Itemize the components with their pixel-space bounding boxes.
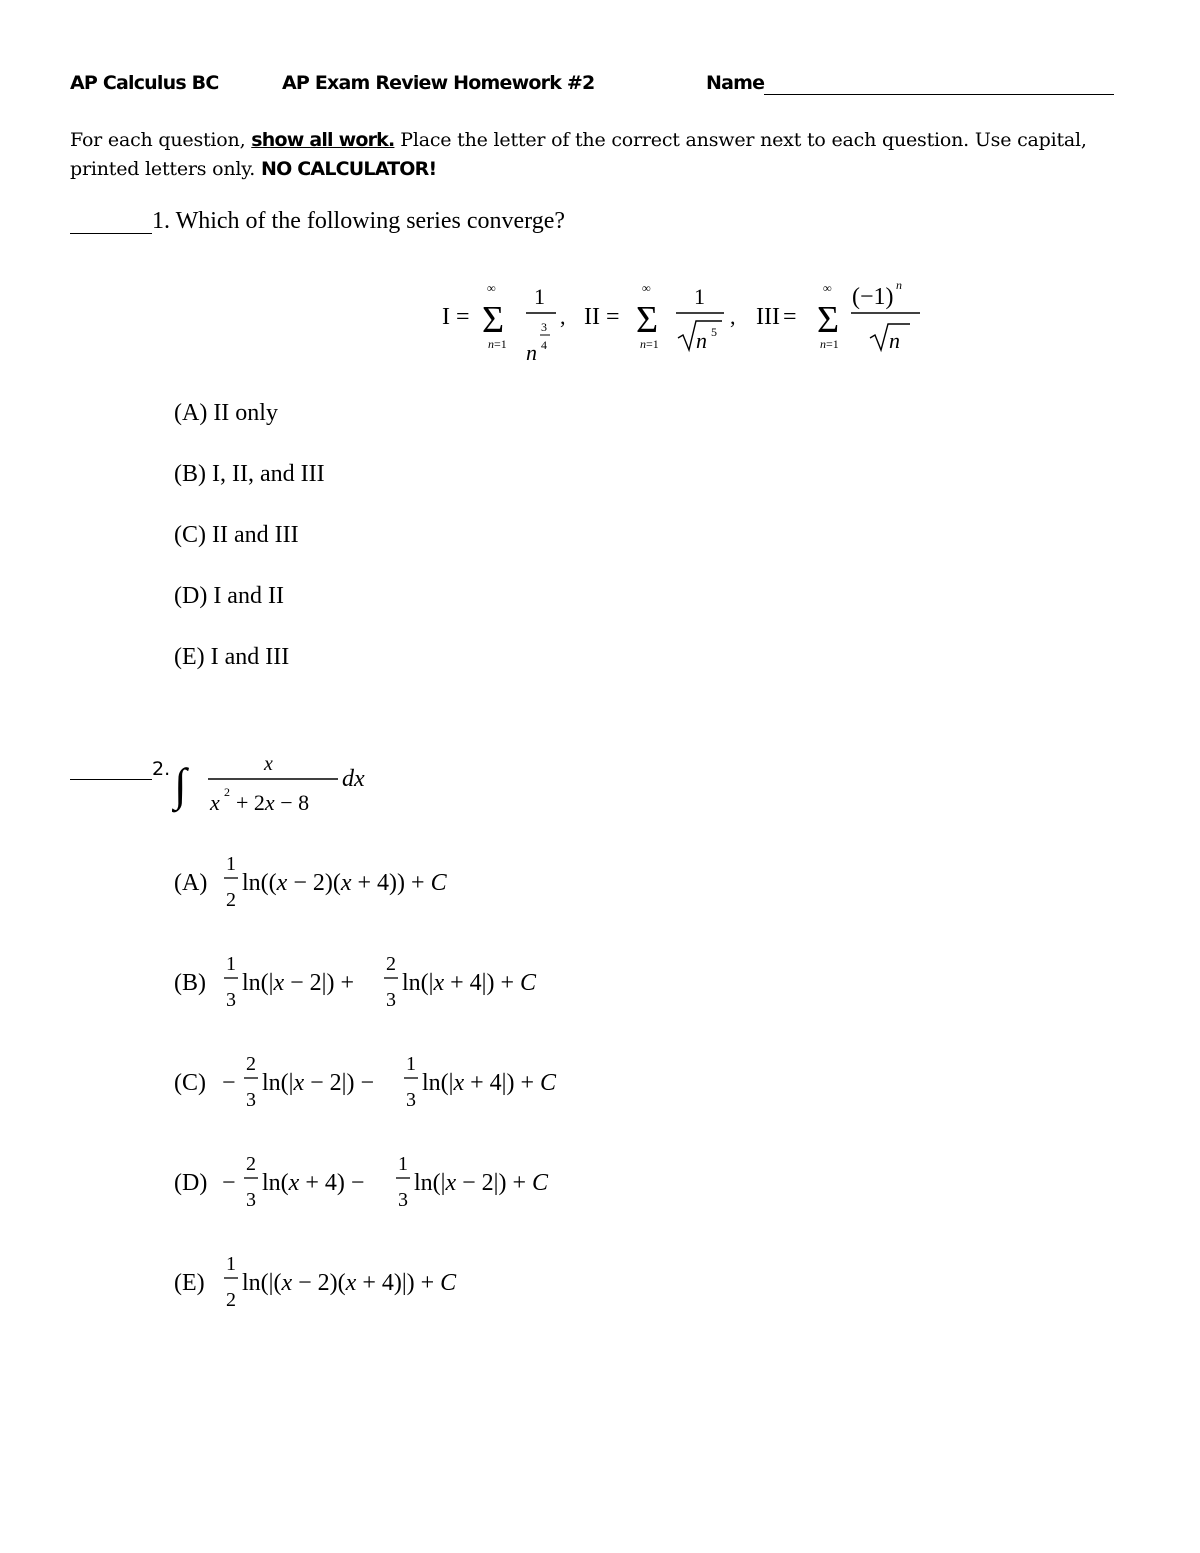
name-blank-line <box>764 94 1114 95</box>
question-2-number: 2. <box>152 758 171 780</box>
svg-text:x: x <box>264 753 273 775</box>
svg-text:2: 2 <box>226 889 236 911</box>
course-title: AP Calculus BC <box>70 72 219 94</box>
q2-choice-e <box>172 1246 522 1316</box>
svg-text:(B): (B) <box>174 970 206 996</box>
answer-blank-q2 <box>70 779 152 780</box>
svg-text:ln(x + 4) −: ln(x + 4) − <box>262 1170 365 1196</box>
svg-text:Σ: Σ <box>817 299 840 341</box>
q1-choice-d: (D) I and II <box>174 583 284 609</box>
svg-text:2: 2 <box>226 1289 236 1311</box>
series-III <box>756 278 920 353</box>
svg-text:3: 3 <box>246 1089 256 1111</box>
svg-text:1: 1 <box>694 284 705 309</box>
q1-choice-a: (A) II only <box>174 400 278 426</box>
q2-choice-c <box>172 1046 612 1116</box>
series-II <box>584 281 736 353</box>
svg-text:ln(|x + 4|) + C: ln(|x + 4|) + C <box>402 970 537 996</box>
svg-text:n=1: n=1 <box>640 337 659 351</box>
q2-integral <box>172 748 382 818</box>
svg-text:∞: ∞ <box>487 281 496 295</box>
svg-text:∞: ∞ <box>823 281 832 295</box>
svg-text:3: 3 <box>246 1189 256 1211</box>
svg-text:(C): (C) <box>174 1070 206 1096</box>
svg-text:3: 3 <box>226 989 236 1011</box>
svg-text:+ 2x − 8: + 2x − 8 <box>236 790 310 815</box>
svg-text:3: 3 <box>406 1089 416 1111</box>
q1-choice-e: (E) I and III <box>174 644 290 670</box>
svg-text:∫: ∫ <box>174 759 187 810</box>
question-1 <box>152 208 565 235</box>
svg-text:n: n <box>889 328 900 353</box>
svg-text:1: 1 <box>406 1053 416 1075</box>
svg-text:Σ: Σ <box>636 299 659 341</box>
svg-text:3: 3 <box>386 989 396 1011</box>
instructions <box>70 126 1140 184</box>
svg-text:n=1: n=1 <box>820 337 839 351</box>
svg-text:(D): (D) <box>174 1170 208 1196</box>
instructions-part2: Place the letter of the correct answer next to each question. Use capital, printed letters only. <box>70 129 1087 180</box>
svg-text:∞: ∞ <box>642 281 651 295</box>
svg-text:−: − <box>222 1170 236 1196</box>
svg-text:ln(|x − 2|) −: ln(|x − 2|) − <box>262 1070 374 1096</box>
q2-choice-b <box>172 946 592 1016</box>
svg-text:ln(|x + 4|) + C: ln(|x + 4|) + C <box>422 1070 557 1096</box>
svg-text:1: 1 <box>534 284 545 309</box>
svg-text:ln((x − 2)(x + 4)) + C: ln((x − 2)(x + 4)) + C <box>242 870 447 896</box>
svg-text:4: 4 <box>541 338 547 352</box>
svg-text:1: 1 <box>226 953 236 975</box>
svg-text:ln(|(x − 2)(x + 4)|) + C: ln(|(x − 2)(x + 4)|) + C <box>242 1270 457 1296</box>
q1-choice-c: (C) II and III <box>174 522 299 548</box>
no-calculator-emphasis: NO CALCULATOR! <box>261 158 437 180</box>
question-1-number: 1. <box>152 208 170 234</box>
q1-choice-b: (B) I, II, and III <box>174 461 325 487</box>
svg-text:=: = <box>606 304 620 330</box>
svg-text:n: n <box>526 340 537 365</box>
q2-choice-a <box>172 846 512 916</box>
answer-blank-q1 <box>70 233 152 234</box>
svg-text:=: = <box>456 304 470 330</box>
svg-text:(A): (A) <box>174 870 208 896</box>
question-1-prompt: Which of the following series converge? <box>175 208 566 234</box>
show-all-work-emphasis: show all work. <box>251 129 395 151</box>
svg-text:(E): (E) <box>174 1270 205 1296</box>
svg-text:III: III <box>756 304 780 330</box>
svg-text:(−1): (−1) <box>852 284 894 310</box>
series-I <box>442 281 566 365</box>
svg-text:5: 5 <box>711 325 717 339</box>
svg-text:,: , <box>730 304 736 329</box>
svg-text:1: 1 <box>226 853 236 875</box>
svg-text:2: 2 <box>246 1053 256 1075</box>
svg-text:3: 3 <box>398 1189 408 1211</box>
homework-title: AP Exam Review Homework #2 <box>282 72 595 94</box>
svg-text:2: 2 <box>224 785 230 799</box>
svg-text:=: = <box>783 304 797 330</box>
svg-text:2: 2 <box>386 953 396 975</box>
svg-text:II: II <box>584 304 600 330</box>
q1-series-formulas <box>438 274 938 374</box>
svg-text:Σ: Σ <box>482 299 505 341</box>
svg-text:1: 1 <box>398 1153 408 1175</box>
svg-text:n=1: n=1 <box>488 337 507 351</box>
svg-text:ln(|x − 2|) + C: ln(|x − 2|) + C <box>414 1170 549 1196</box>
svg-text:3: 3 <box>541 320 547 334</box>
name-label: Name <box>706 72 765 94</box>
svg-text:2: 2 <box>246 1153 256 1175</box>
svg-text:n: n <box>696 328 707 353</box>
svg-text:,: , <box>560 304 566 329</box>
svg-text:I: I <box>442 304 450 330</box>
q2-choice-d <box>172 1146 602 1216</box>
svg-text:ln(|x − 2|) +: ln(|x − 2|) + <box>242 970 354 996</box>
svg-text:dx: dx <box>342 766 365 792</box>
instructions-part1: For each question, <box>70 129 252 151</box>
svg-text:x: x <box>210 790 220 815</box>
svg-text:1: 1 <box>226 1253 236 1275</box>
svg-text:n: n <box>896 278 902 292</box>
svg-text:−: − <box>222 1070 236 1096</box>
